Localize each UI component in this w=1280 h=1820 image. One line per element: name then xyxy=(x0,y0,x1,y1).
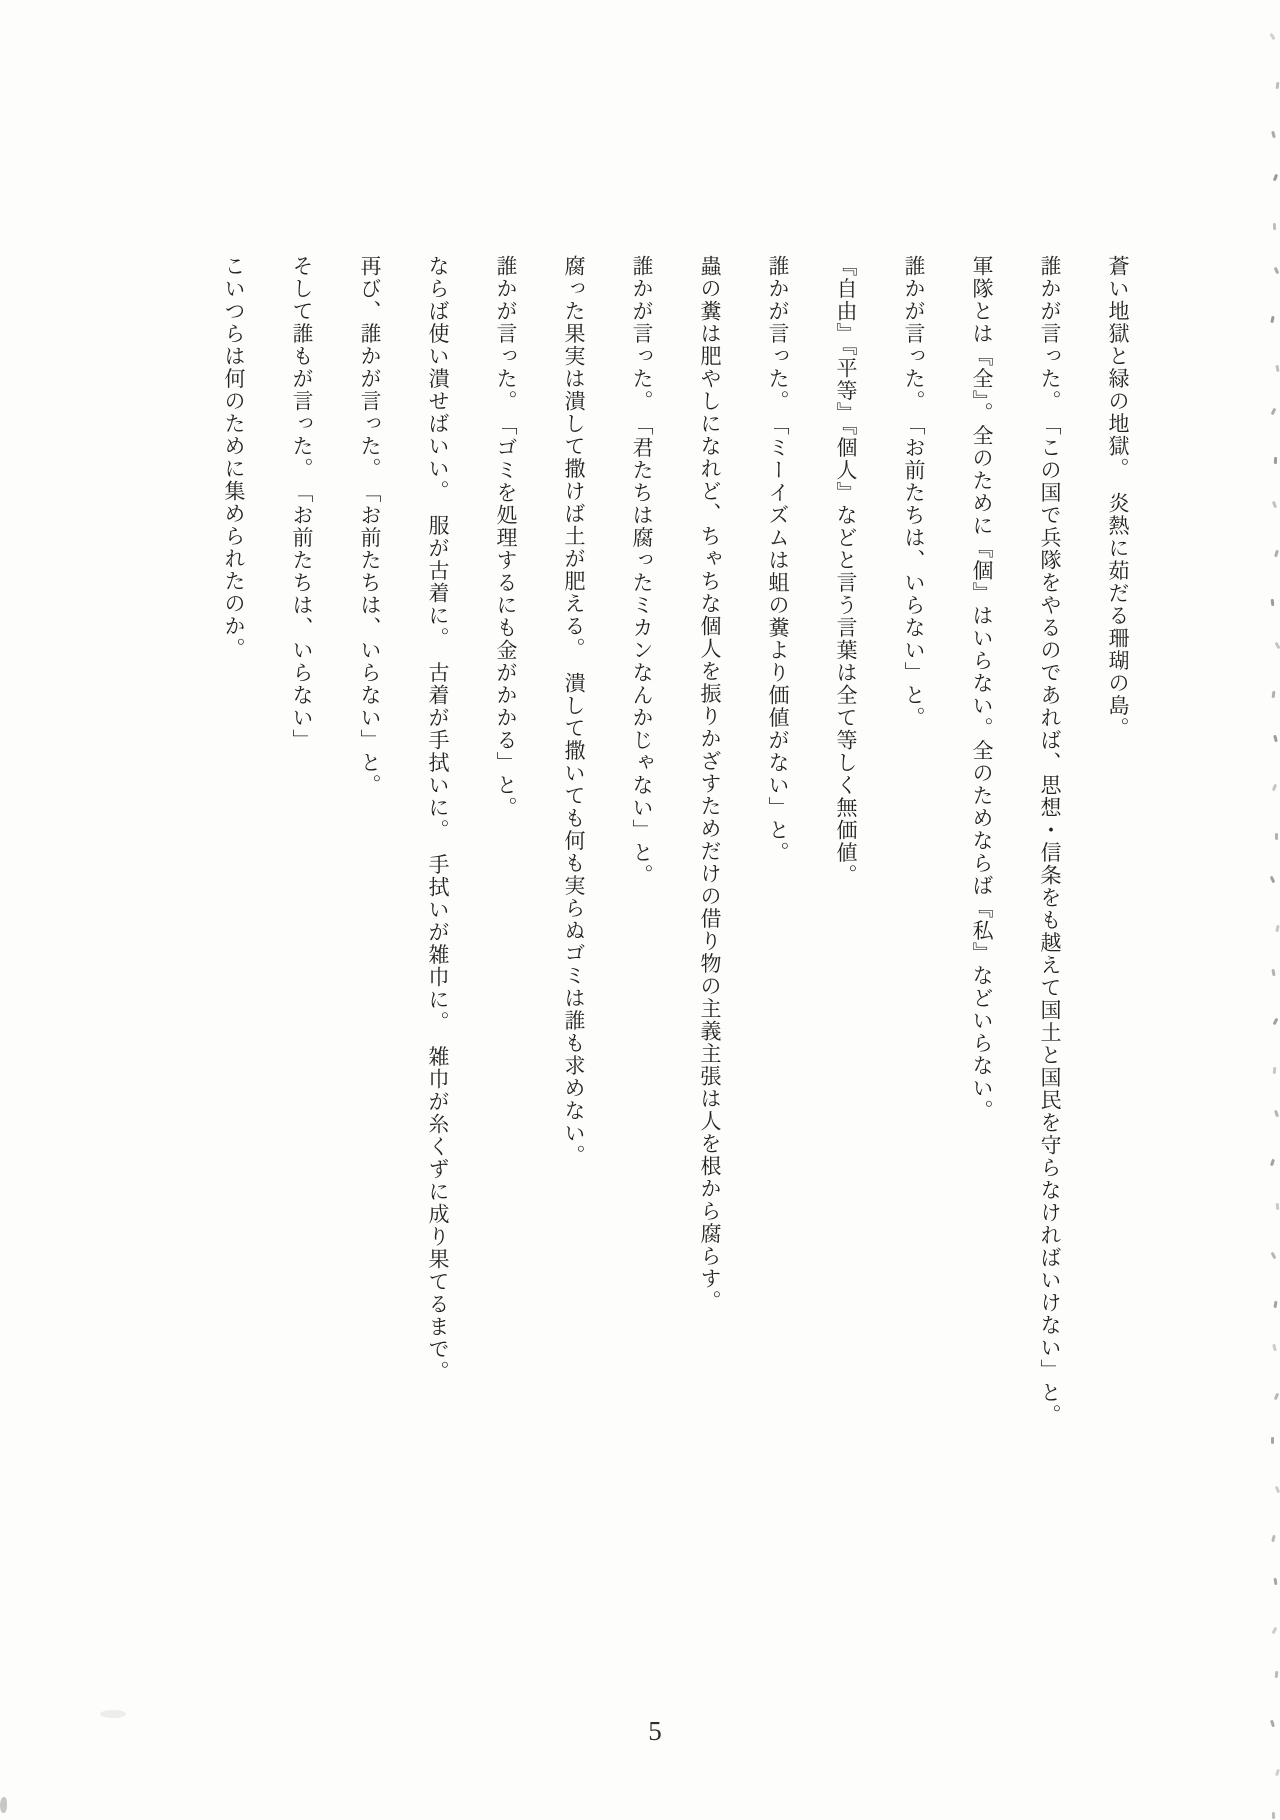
scan-smudge-bottom-left xyxy=(0,1797,7,1813)
vertical-text-block xyxy=(200,255,1152,1490)
paragraph-4: 誰かが言った。 「お前たちは、いらない」と。 xyxy=(902,255,926,729)
paragraph-5: 『自由』『平等』『個人』などと言う言葉は全て等しく無価値。 xyxy=(834,255,858,887)
paragraph-1: 蒼い地獄と緑の地獄。 炎熱に茹だる珊瑚の島。 xyxy=(1106,255,1130,740)
paragraph-10: 誰かが言った。 「ゴミを処理するにも金がかかる」と。 xyxy=(494,255,518,819)
paragraph-7: 蟲の糞は肥やしになれど、ちゃちな個人を振りかざすためだけの借り物の主義主張は人を根から腐らす。 xyxy=(698,255,722,1313)
page-number: 5 xyxy=(648,1716,662,1746)
paragraph-14: こいつらは何のために集められたのか。 xyxy=(222,255,246,660)
scan-smudge-faint xyxy=(100,1710,126,1718)
paragraph-8: 誰かが言った。 「君たちは腐ったミカンなんかじゃない」と。 xyxy=(630,255,654,887)
paragraph-9: 腐った果実は潰して撒けば土が肥える。 潰して撒いても何も実らぬゴミは誰も求めない。 xyxy=(562,255,586,1167)
paragraph-6: 誰かが言った。 「ミーイズムは蛆の糞より価値がない」と。 xyxy=(766,255,790,864)
paragraph-11: ならば使い潰せばいい。 服が古着に。 古着が手拭いに。 手拭いが雑巾に。 雑巾が糸くずに成り果てるまで。 xyxy=(426,255,450,1383)
paragraph-12: 再び、誰かが言った。 「お前たちは、いらない」と。 xyxy=(358,255,382,797)
paragraph-13: そして誰もが言った。 「お前たちは、いらない」 xyxy=(290,255,314,752)
paragraph-2: 誰かが言った。 「この国で兵隊をやるのであれば、思想・信条をも越えて国土と国民を守らなければいけない」と。 xyxy=(1038,255,1062,1427)
paragraph-3: 軍隊とは『全』。全のために『個』はいらない。全のためならば『私』などいらない。 xyxy=(970,255,994,1122)
